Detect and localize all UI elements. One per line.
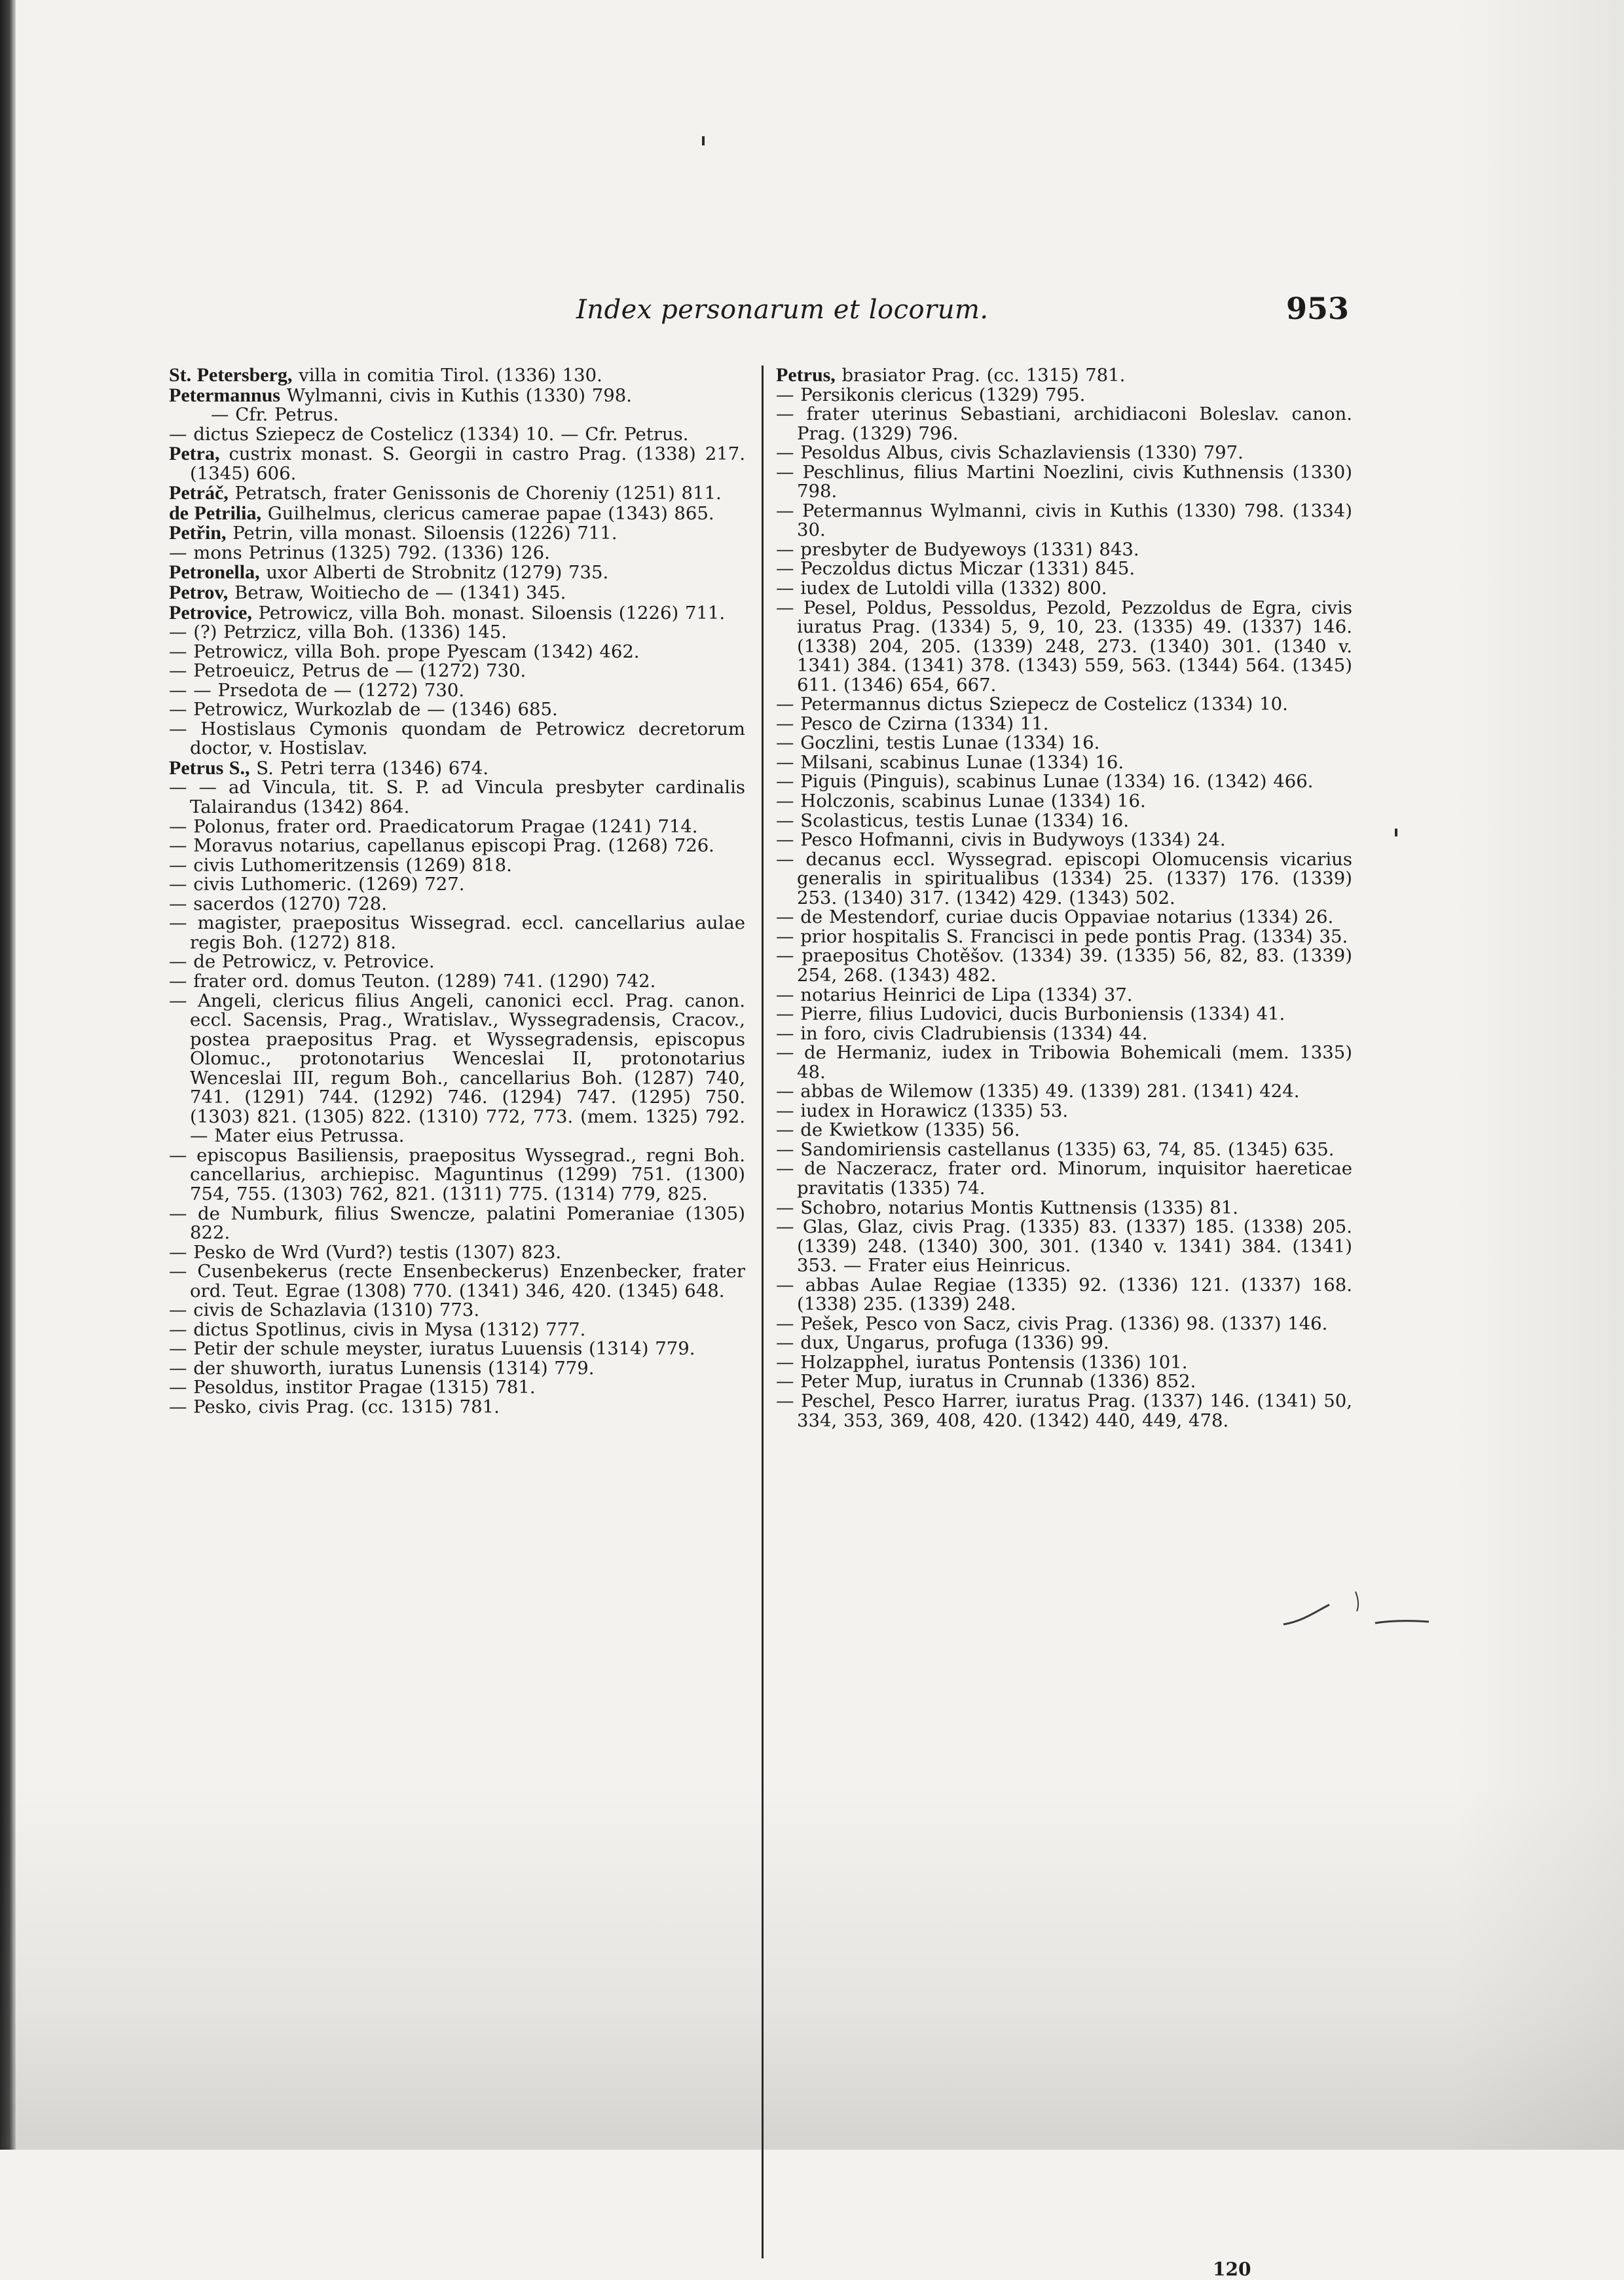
index-entry: [169, 758, 745, 779]
running-title: Index personarum et locorum.: [576, 295, 989, 325]
index-entry: [776, 559, 1352, 579]
entry-text: — Petroeuicz, Petrus de — (1272) 730.: [169, 660, 526, 682]
index-entry: [776, 1140, 1352, 1160]
index-entry: [169, 662, 745, 681]
entry-text: — Schobro, notarius Montis Kuttnensis (1335) 81.: [776, 1197, 1239, 1218]
index-entry: [776, 1392, 1352, 1430]
index-entry: [776, 695, 1352, 715]
entry-text: — Goczlini, testis Lunae (1334) 16.: [776, 732, 1100, 754]
index-entry: [776, 1121, 1352, 1140]
index-entry: [776, 1102, 1352, 1121]
entry-headword: Petermannus: [169, 384, 280, 406]
entry-text: — dux, Ungarus, profuga (1336) 99.: [776, 1332, 1109, 1354]
index-entry: [169, 1398, 745, 1417]
entry-text: — civis de Schazlavia (1310) 773.: [169, 1299, 480, 1321]
entry-text: — mons Petrinus (1325) 792. (1336) 126.: [169, 542, 550, 563]
index-entry: [776, 927, 1352, 947]
index-entry: [169, 544, 745, 563]
entry-text: Petrowicz, villa Boh. monast. Siloensis (1226) 711.: [251, 602, 726, 624]
index-entry: [776, 850, 1352, 908]
entry-text: — Pesco de Czirna (1334) 11.: [776, 713, 1049, 734]
index-entry: [169, 1301, 745, 1320]
index-entry: [169, 583, 745, 603]
entry-text: — — Prsedota de — (1272) 730.: [169, 679, 465, 701]
entry-text: — praepositus Chotěšov. (1334) 39. (1335) 56, 82, 83. (1339) 254, 268. (1343) 482.: [776, 945, 1352, 986]
index-entry: [776, 772, 1352, 792]
index-entry: [169, 952, 745, 972]
entry-headword: Petronella,: [169, 561, 260, 584]
page-header: [576, 291, 1349, 337]
index-entry: [776, 579, 1352, 599]
entry-text: — Polonus, frater ord. Praedicatorum Pragae (1241) 714.: [169, 815, 698, 837]
entry-headword: Petra,: [169, 443, 220, 465]
entry-headword: Petrus,: [776, 364, 836, 386]
index-entry: [169, 1205, 745, 1243]
ink-speck: [702, 136, 705, 145]
entry-text: — de Naczeracz, frater ord. Minorum, inquisitor haereticae pravitatis (1335) 74.: [776, 1158, 1352, 1199]
index-entry: [776, 599, 1352, 696]
index-entry: [776, 1353, 1352, 1373]
entry-text: — Pesko de Wrd (Vurd?) testis (1307) 823.: [169, 1241, 562, 1263]
index-entry: [776, 540, 1352, 560]
index-entry: [776, 792, 1352, 812]
entry-text: — Pesel, Poldus, Pessoldus, Pezold, Pezzoldus de Egra, civis iuratus Prag. (1334) 5, 9, 10, 23. (1335) 49. (1337) 146. (1338) 204, 205. (1339) 248, 273. (1340) 301. (1340 v. 1341) 384. (1341) 378. (1343) 559, 563. (1344) 564. (1345) 611. (1346) 654, 667.: [776, 597, 1352, 696]
index-entry: [169, 643, 745, 662]
entry-text: — Petir der schule meyster, iuratus Luuensis (1314) 779.: [169, 1338, 695, 1360]
index-column-right: [776, 365, 1352, 1430]
index-entry: [776, 1372, 1352, 1392]
index-entry: [169, 523, 745, 544]
entry-text: — frater uterinus Sebastiani, archidiaconi Boleslav. canon. Prag. (1329) 796.: [776, 403, 1352, 444]
entry-text: — Holzapphel, iuratus Pontensis (1336) 101.: [776, 1351, 1188, 1373]
entry-text: — abbas Aulae Regiae (1335) 92. (1336) 121. (1337) 168. (1338) 235. (1339) 248.: [776, 1274, 1352, 1315]
entry-text: — abbas de Wilemow (1335) 49. (1339) 281. (1341) 424.: [776, 1081, 1300, 1102]
index-entry: [776, 753, 1352, 773]
entry-text: — Scolasticus, testis Lunae (1334) 16.: [776, 810, 1130, 831]
index-entry: [776, 405, 1352, 443]
index-entry: [169, 1243, 745, 1263]
index-entry: [169, 563, 745, 583]
index-entry: [169, 720, 745, 758]
entry-text: — Pesoldus, institor Pragae (1315) 781.: [169, 1377, 536, 1398]
entry-text: — der shuworth, iuratus Lunensis (1314) 779.: [169, 1357, 595, 1379]
index-entry: [776, 1199, 1352, 1218]
entry-text: — prior hospitalis S. Francisci in pede pontis Prag. (1334) 35.: [776, 925, 1348, 947]
index-entry: [169, 836, 745, 856]
entry-text: — Petrowicz, villa Boh. prope Pyescam (1342) 462.: [169, 641, 640, 662]
index-entry: [776, 1082, 1352, 1102]
entry-text: — Sandomiriensis castellanus (1335) 63, 74, 85. (1345) 635.: [776, 1138, 1335, 1160]
entry-headword: Petrus S.,: [169, 757, 250, 779]
index-entry: [169, 386, 745, 406]
entry-text: — de Kwietkow (1335) 56.: [776, 1119, 1020, 1141]
signature-mark: 120: [1213, 2258, 1251, 2280]
index-entry: [169, 778, 745, 817]
entry-text: — Moravus notarius, capellanus episcopi Prag. (1268) 726.: [169, 835, 714, 857]
entry-text: — Persikonis clericus (1329) 795.: [776, 384, 1086, 405]
index-entry: [169, 992, 745, 1146]
entry-text: — Petermannus dictus Sziepecz de Costelicz (1334) 10.: [776, 694, 1288, 715]
column-divider: [762, 365, 764, 2258]
entry-text: — dictus Sziepecz de Costelicz (1334) 10. — Cfr. Petrus.: [169, 423, 689, 445]
index-entry: [776, 1334, 1352, 1353]
entry-text: — frater ord. domus Teuton. (1289) 741. (1290) 742.: [169, 970, 656, 992]
index-entry: [169, 700, 745, 720]
index-entry: [169, 504, 745, 524]
entry-text: Petrin, villa monast. Siloensis (1226) 711.: [226, 523, 618, 544]
entry-text: — Hostislaus Cymonis quondam de Petrowicz decretorum doctor, v. Hostislav.: [169, 718, 745, 759]
entry-text: — Pesko, civis Prag. (cc. 1315) 781.: [169, 1396, 500, 1417]
entry-text: — Holczonis, scabinus Lunae (1334) 16.: [776, 791, 1146, 812]
entry-text: — Cusenbekerus (recte Ensenbeckerus) Enzenbecker, frater ord. Teut. Egrae (1308) 770. (1341) 346, 420. (1345) 648.: [169, 1261, 745, 1301]
entry-headword: Petrov,: [169, 582, 229, 604]
ink-speck: [1395, 829, 1397, 836]
index-entry: [169, 1339, 745, 1359]
entry-text: — Glas, Glaz, civis Prag. (1335) 83. (1337) 185. (1338) 205. (1339) 248. (1340) 300, 301. (1340 v. 1341) 384. (1341) 353. — Frater eius Heinricus.: [776, 1216, 1352, 1277]
entry-text: — iudex in Horawicz (1335) 53.: [776, 1100, 1069, 1121]
entry-text: — iudex de Lutoldi villa (1332) 800.: [776, 578, 1107, 599]
index-entry: [776, 386, 1352, 405]
index-entry: [169, 875, 745, 895]
entry-text: — Peschel, Pesco Harrer, iuratus Prag. (1337) 146. (1341) 50, 334, 353, 369, 408, 420. (1342) 440, 449, 478.: [776, 1390, 1352, 1431]
index-entry: [169, 365, 745, 386]
entry-text: villa in comitia Tirol. (1336) 130.: [292, 365, 602, 386]
index-entry: [169, 856, 745, 876]
entry-text: — (?) Petrzicz, villa Boh. (1336) 145.: [169, 622, 507, 643]
index-column-left: [169, 365, 745, 1417]
entry-headword: de Petrilia,: [169, 502, 261, 524]
entry-text: Wylmanni, civis in Kuthis (1330) 798.: [280, 384, 632, 406]
entry-text: — Piguis (Pinguis), scabinus Lunae (1334) 16. (1342) 466.: [776, 771, 1314, 793]
entry-text: — in foro, civis Cladrubiensis (1334) 44.: [776, 1022, 1148, 1044]
entry-text: — de Hermaniz, iudex in Tribowia Bohemicali (mem. 1335) 48.: [776, 1042, 1352, 1083]
index-entry: [169, 895, 745, 914]
entry-text: — episcopus Basiliensis, praepositus Wyssegrad., regni Boh. cancellarius, archiepisc. Maguntinus (1299) 751. (1300) 754, 755. (1303) 762, 821. (1311) 775. (1314) 779, 825.: [169, 1144, 745, 1205]
index-entry: [776, 1159, 1352, 1198]
index-entry: [169, 972, 745, 992]
entry-text: — de Petrowicz, v. Petrovice.: [169, 951, 435, 973]
page-number: 953: [1285, 291, 1349, 326]
entry-text: — Pierre, filius Ludovici, ducis Burboniensis (1334) 41.: [776, 1003, 1285, 1025]
entry-text: Betraw, Woitiecho de — (1341) 345.: [228, 582, 566, 604]
index-entry: [169, 444, 745, 483]
entry-headword: Petrovice,: [169, 601, 252, 624]
index-entry: [776, 831, 1352, 850]
entry-text: Guilhelmus, clericus camerae papae (1343) 865.: [261, 502, 714, 524]
entry-text: custrix monast. S. Georgii in castro Prag. (1338) 217. (1345) 606.: [190, 443, 745, 484]
entry-text: — civis Luthomeritzensis (1269) 818.: [169, 854, 512, 876]
index-entry: [776, 502, 1352, 540]
index-entry: [169, 1262, 745, 1301]
index-entry: [776, 1276, 1352, 1315]
index-entry: [776, 812, 1352, 831]
entry-text: — Peczoldus dictus Miczar (1331) 845.: [776, 558, 1135, 580]
index-entry: [169, 1359, 745, 1379]
entry-text: — civis Luthomeric. (1269) 727.: [169, 874, 465, 895]
entry-text: — de Numburk, filius Swencze, palatini Pomeraniae (1305) 822.: [169, 1203, 745, 1244]
index-entry: [776, 1024, 1352, 1044]
entry-text: S. Petri terra (1346) 674.: [249, 757, 489, 779]
index-entry: [169, 603, 745, 624]
index-entry: [169, 914, 745, 952]
index-entry: [169, 425, 745, 445]
entry-text: — Pesoldus Albus, civis Schazlaviensis (1330) 797.: [776, 442, 1244, 464]
index-entry: [169, 1320, 745, 1340]
entry-text: — Peschlinus, filius Martini Noezlini, civis Kuthnensis (1330) 798.: [776, 461, 1352, 502]
index-entry: [776, 1043, 1352, 1082]
entry-text: — Peter Mup, iuratus in Crunnab (1336) 852.: [776, 1371, 1196, 1392]
entry-text: — — ad Vincula, tit. S. P. ad Vincula presbyter cardinalis Talairandus (1342) 864.: [169, 777, 745, 818]
index-entry: [776, 986, 1352, 1005]
index-entry: [776, 715, 1352, 734]
entry-headword: St. Petersberg,: [169, 364, 293, 386]
entry-text: — Petermannus Wylmanni, civis in Kuthis (1330) 798. (1334) 30.: [776, 500, 1352, 541]
index-entry: [776, 1218, 1352, 1276]
entry-text: — Pesco Hofmanni, civis in Budywoys (1334) 24.: [776, 829, 1226, 851]
index-entry: [776, 908, 1352, 927]
entry-text: — decanus eccl. Wyssegrad. episcopi Olomucensis vicarius generalis in spiritualibus (1334) 25. (1337) 176. (1339) 253. (1340) 317. (1342) 429. (1343) 502.: [776, 848, 1352, 908]
index-entry: [776, 1005, 1352, 1024]
page-shading-bottom: [0, 1783, 1624, 2150]
entry-text: — Milsani, scabinus Lunae (1334) 16.: [776, 751, 1124, 773]
entry-text: — Petrowicz, Wurkozlab de — (1346) 685.: [169, 699, 558, 720]
index-entry: [776, 365, 1352, 386]
index-entry: [776, 1315, 1352, 1334]
entry-text: — Pešek, Pesco von Sacz, civis Prag. (1336) 98. (1337) 146.: [776, 1313, 1328, 1334]
index-entry: [776, 734, 1352, 753]
entry-text: — dictus Spotlinus, civis in Mysa (1312) 777.: [169, 1318, 586, 1340]
index-entry: [776, 463, 1352, 502]
index-entry: [776, 443, 1352, 463]
entry-text: — presbyter de Budyewoys (1331) 843.: [776, 538, 1139, 560]
index-entry: [169, 1146, 745, 1205]
entry-text: — magister, praepositus Wissegrad. eccl. cancellarius aulae regis Boh. (1272) 818.: [169, 912, 745, 953]
index-entry: [169, 623, 745, 643]
entry-text: — sacerdos (1270) 728.: [169, 893, 387, 914]
index-entry: [169, 817, 745, 837]
entry-text: — de Mestendorf, curiae ducis Oppaviae notarius (1334) 26.: [776, 906, 1334, 928]
entry-text: — notarius Heinrici de Lipa (1334) 37.: [776, 984, 1133, 1005]
entry-text: brasiator Prag. (cc. 1315) 781.: [835, 365, 1126, 386]
index-entry: [169, 1378, 745, 1398]
pencil-annotation-icon: [1277, 1585, 1434, 1657]
index-entry: [169, 405, 745, 425]
entry-text: Petratsch, frater Genissonis de Choreniy (1251) 811.: [228, 483, 722, 504]
index-entry: [776, 946, 1352, 985]
index-entry: [169, 483, 745, 504]
entry-text: — Cfr. Petrus.: [211, 404, 339, 426]
entry-text: uxor Alberti de Strobnitz (1279) 735.: [259, 562, 609, 584]
entry-text: — Angeli, clericus filius Angeli, canonici eccl. Prag. canon. eccl. Sacensis, Prag., Wratislav., Wyssegradensis, Cracov., postea praepositus Prag. et Wyssegradensis, episcopus Olomuc., protonotarius Wenceslai II, protonotarius Wenceslai III, regum Boh., cancellarius Boh. (1287) 740, 741. (1291) 744. (1292) 746. (1294) 747. (1295) 750. (1303) 821. (1305) 822. (1310) 772, 773. (mem. 1325) 792. — Mater eius Petrussa.: [169, 990, 745, 1147]
index-entry: [169, 681, 745, 701]
entry-headword: Petřin,: [169, 522, 227, 544]
entry-headword: Petráč,: [169, 482, 229, 504]
